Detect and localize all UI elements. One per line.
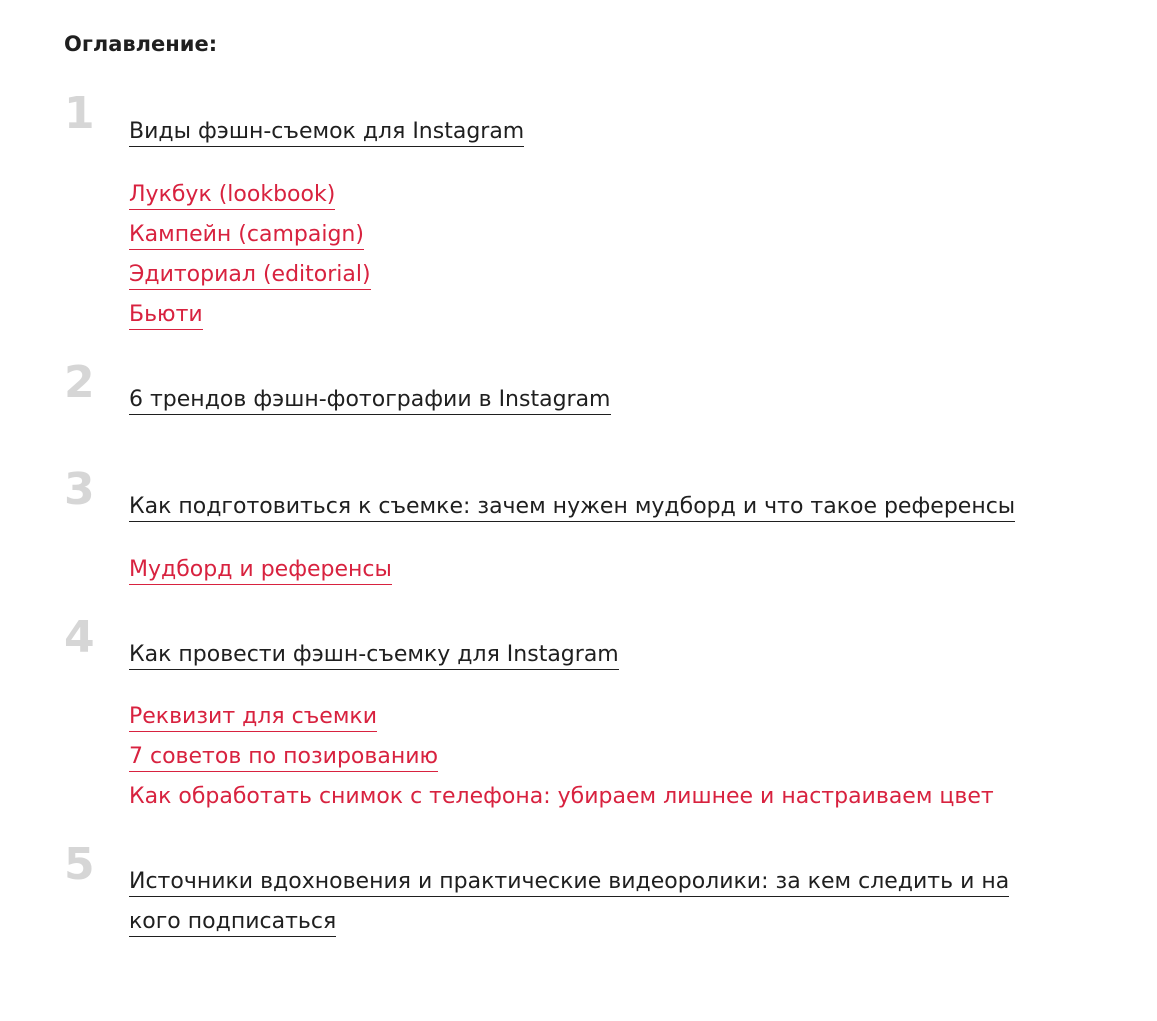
list-item [129, 215, 371, 255]
section-heading-link[interactable]: Как провести фэшн-съемку для Instagram [129, 642, 619, 670]
section-heading-link[interactable]: Источники вдохновения и практические видеоролики: за кем следить и на кого подписаться [129, 869, 1009, 937]
list-item [129, 295, 371, 335]
section-heading [129, 380, 1059, 420]
subsection-link[interactable]: Мудборд и референсы [129, 557, 392, 585]
section-heading-link[interactable]: Как подготовиться к съемке: зачем нужен мудборд и что такое референсы [129, 494, 1015, 522]
subsection-link[interactable]: Лукбук (lookbook) [129, 182, 335, 210]
subsection-link[interactable]: Как обработать снимок с телефона: убираем лишнее и настраиваем цвет [129, 784, 994, 809]
subsection-list [129, 175, 371, 335]
list-item [129, 550, 392, 590]
list-item [129, 697, 994, 737]
subsection-link[interactable]: 7 советов по позированию [129, 744, 438, 772]
subsection-link[interactable]: Эдиториал (editorial) [129, 262, 371, 290]
list-item [129, 777, 994, 817]
section-heading [129, 487, 1059, 527]
section-heading-link[interactable]: Виды фэшн-съемок для Instagram [129, 119, 524, 147]
section-number: 2 [64, 357, 95, 408]
section-heading-link[interactable]: 6 трендов фэшн-фотографии в Instagram [129, 387, 611, 415]
section-heading [129, 112, 1059, 152]
section-heading [129, 862, 1054, 942]
section-number: 1 [64, 88, 95, 139]
list-item [129, 255, 371, 295]
section-number: 4 [64, 612, 95, 663]
subsection-link[interactable]: Кампейн (campaign) [129, 222, 364, 250]
subsection-link[interactable]: Реквизит для съемки [129, 704, 377, 732]
list-item [129, 737, 994, 777]
subsection-link[interactable]: Бьюти [129, 302, 203, 330]
section-number: 3 [64, 464, 95, 515]
section-heading [129, 635, 1059, 675]
list-item [129, 175, 371, 215]
subsection-list [129, 697, 994, 817]
subsection-list [129, 550, 392, 590]
section-number: 5 [64, 839, 95, 890]
toc-title: Оглавление: [64, 32, 218, 56]
